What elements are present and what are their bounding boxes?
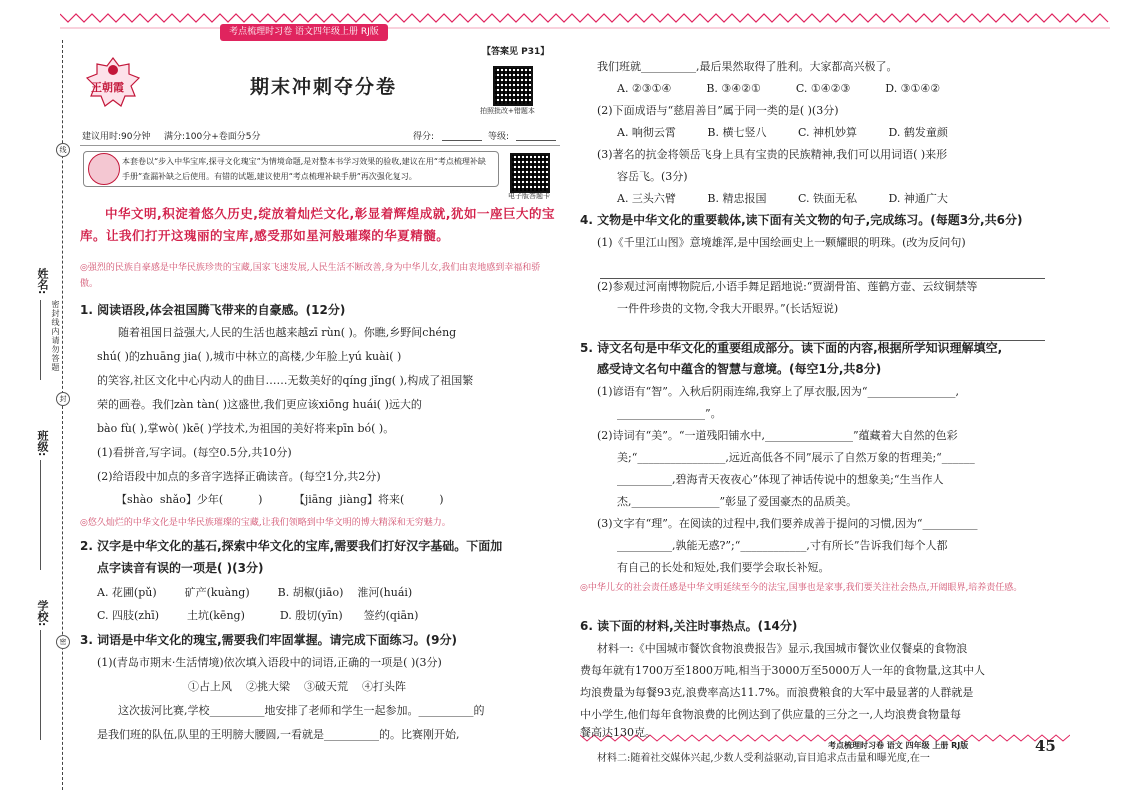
q2-options-cd[interactable]: C. 四肢(zhī) 土坑(kēng) D. 殷切(yīn) 签约(qiān) bbox=[97, 609, 419, 622]
seal-circle-3: 密 bbox=[56, 635, 70, 649]
q5-sub-1-cont: ________________”。 bbox=[617, 407, 722, 420]
q4-sub-1: (1)《千里江山图》意境雄浑,是中国绘画史上一颗耀眼的明珠。(改为反问句) bbox=[597, 236, 966, 249]
seal-note: 密封线内请勿答题 bbox=[51, 300, 60, 372]
qr-code-icon[interactable] bbox=[510, 153, 550, 193]
score-blank[interactable] bbox=[442, 140, 482, 141]
note-culture: ◎悠久灿烂的中华文化是中华民族璀璨的宝藏,让我们领略到中华文明的博大精深和无穷魅力。 bbox=[80, 518, 451, 528]
q5-sub-3-line-2: __________,孰能无惑?”;“____________,寸有所长”告诉我们每个人都 bbox=[617, 539, 948, 552]
q1-line-4: 荣的画卷。我们zàn tàn( )这盛世,我们更应该xiōng huái( )远大的 bbox=[97, 398, 422, 411]
q5-sub-2-line-3: __________,碧海青天夜夜心”体现了神话传说中的想象美;“生当作人 bbox=[617, 473, 944, 486]
answer-reference: 【答案见 P31】 bbox=[482, 47, 550, 57]
score-label: 得分: bbox=[413, 132, 435, 142]
grade-blank[interactable] bbox=[516, 140, 556, 141]
q6-material-1-line-1: 材料一:《中国城市餐饮食物浪费报告》显示,我国城市餐饮业仅餐桌的食物浪 bbox=[597, 642, 968, 655]
qr-caption-answer-card: 电子版答题卡 bbox=[508, 192, 550, 200]
q6-material-1-line-5: 餐高达130克。 bbox=[580, 726, 656, 739]
q1-line-2: shú( )的zhuāng jia( ),城市中林立的高楼,少年脸上yú kuài( ) bbox=[97, 350, 402, 363]
seal-circle-1: 线 bbox=[56, 143, 70, 157]
page-number: 45 bbox=[1035, 737, 1056, 755]
q5-sub-3-line-3: 有自己的长处和短处,我们要学会取长补短。 bbox=[617, 561, 830, 574]
suggested-time: 建议用时:90分钟 bbox=[82, 132, 151, 142]
avatar-icon bbox=[88, 153, 120, 185]
q4-sub-2: (2)参观过河南博物院后,小语手舞足蹈地说:“贾湖骨笛、莲鹤方壶、云纹铜禁等 bbox=[597, 280, 978, 293]
q3-options-3[interactable]: A. 三头六臂 B. 精忠报国 C. 铁面无私 D. 神通广大 bbox=[617, 192, 948, 205]
q5-sub-1: (1)谚语有“智”。入秋后阴雨连绵,我穿上了厚衣服,因为“________________, bbox=[597, 385, 959, 398]
qr-caption: 拍照批改+错题本 bbox=[480, 107, 535, 115]
q3-sub-1: (1)(青岛市期末·生活情境)依次填入语段中的词语,正确的一项是( )(3分) bbox=[97, 656, 442, 669]
q1-line-3: 的笑容,社区文化中心内动人的曲目……无数美好的qíng jǐng( ),构成了祖国繁 bbox=[97, 374, 474, 387]
theme-intro: 中华文明,积淀着悠久历史,绽放着灿烂文化,彰显着辉煌成就,犹如一座巨大的宝库。让我们打开这瑰丽的宝库,感受那如星河般璀璨的华夏精髓。 bbox=[80, 206, 555, 243]
full-score: 满分:100分+卷面分5分 bbox=[164, 132, 261, 142]
q1-sub-2: (2)给语段中加点的多音字选择正确读音。(每空1分,共2分) bbox=[97, 470, 381, 483]
page-title: 期末冲刺夺分卷 bbox=[250, 76, 398, 98]
q6-material-1-line-3: 均浪费量为每餐93克,浪费率高达11.7%。而浪费粮食的大军中最显著的人群就是 bbox=[580, 686, 974, 699]
question-2-heading-cont: 点字读音有误的一项是( )(3分) bbox=[97, 561, 264, 575]
q3-passage-line-3: 我们班就__________,最后果然取得了胜利。大家都高兴极了。 bbox=[597, 60, 898, 73]
q3-options-2[interactable]: A. 响彻云霄 B. 横七竖八 C. 神机妙算 D. 鹤发童颜 bbox=[617, 126, 948, 139]
q1-line-5: bào fù( ),掌wò( )kē( )学技术,为祖国的美好将来pīn bó( )。 bbox=[97, 422, 395, 435]
q5-sub-2-line-4: 杰,________________”彰显了爱国豪杰的品质美。 bbox=[617, 495, 858, 508]
decorative-border-top bbox=[60, 10, 1110, 32]
question-5-heading-cont: 感受诗文名句中蕴含的智慧与意境。(每空1分,共8分) bbox=[597, 362, 882, 376]
q1-line-1: 随着祖国日益强大,人民的生活也越来越zī rùn( )。你瞧,乡野间chéng bbox=[118, 326, 457, 339]
q3-passage-line-2: 是我们班的队伍,队里的王明膀大腰圆,一看就是__________的。比赛刚开始, bbox=[97, 728, 460, 741]
q3-options-1[interactable]: A. ②③①④ B. ③④②① C. ①④②③ D. ③①④② bbox=[617, 82, 941, 95]
question-1-heading: 1. 阅读语段,体会祖国腾飞带来的自豪感。(12分) bbox=[80, 303, 346, 317]
q5-sub-2-line-2: 美;“________________,远近高低各不同”展示了自然万象的哲理美;“______ bbox=[617, 451, 975, 464]
qr-code-icon[interactable] bbox=[493, 66, 533, 106]
q5-sub-2: (2)诗词有“美”。“一道残阳铺水中,________________”蕴藏着大自然的色彩 bbox=[597, 429, 958, 442]
brand-name: 王朝霞 bbox=[91, 81, 124, 94]
q6-material-1-line-2: 费每年就有1700万至1800万吨,相当于3000万至5000万人一年的食物量,这其中人 bbox=[580, 664, 985, 677]
q6-material-2: 材料二:随着社交媒体兴起,少数人受利益驱动,盲目追求点击量和曝光度,在一 bbox=[597, 753, 930, 764]
question-6-heading: 6. 读下面的材料,关注时事热点。(14分) bbox=[580, 619, 798, 633]
q5-sub-3: (3)文字有“理”。在阅读的过程中,我们要养成善于提问的习惯,因为“__________ bbox=[597, 517, 978, 530]
q3-sub-2: (2)下面成语与“慈眉善目”属于同一类的是( )(3分) bbox=[597, 104, 839, 117]
q2-options-ab[interactable]: A. 花圃(pǔ) 矿产(kuàng) B. 胡椒(jiāo) 淮河(huái) bbox=[97, 586, 413, 599]
name-label: 姓名: bbox=[36, 268, 49, 295]
name-blank[interactable] bbox=[40, 300, 41, 380]
note-pride: ◎强烈的民族自豪感是中华民族珍贵的宝藏,国家飞速发展,人民生活不断改善,身为中华儿女,我们由衷地感到幸福和骄傲。 bbox=[80, 263, 541, 289]
school-blank[interactable] bbox=[40, 630, 41, 740]
q6-material-1-line-4: 中小学生,他们每年食物浪费的比例达到了供应量的三分之一,人均浪费食物量每 bbox=[580, 708, 961, 721]
question-2-heading: 2. 汉字是中华文化的基石,探索中华文化的宝库,需要我们打好汉字基础。下面加 bbox=[80, 539, 503, 553]
grade-label: 等级: bbox=[488, 132, 510, 142]
q3-word-bank: ①占上风 ②挑大梁 ③破天荒 ④打头阵 bbox=[188, 680, 406, 693]
q3-sub-3: (3)著名的抗金将领岳飞身上具有宝贵的民族精神,我们可以用词语( )来形 bbox=[597, 148, 948, 161]
q1-sub-1: (1)看拼音,写字词。(每空0.5分,共10分) bbox=[97, 446, 292, 459]
question-4-heading: 4. 文物是中华文化的重要载体,读下面有关文物的句子,完成练习。(每题3分,共6分) bbox=[580, 213, 1023, 227]
q4-sub-2-cont: 一件件珍贵的文物,令我大开眼界。”(长话短说) bbox=[617, 302, 839, 315]
seal-circle-2: 封 bbox=[56, 392, 70, 406]
school-label: 学校: bbox=[36, 600, 49, 627]
q1-polyphone-options[interactable]: 【shào shǎo】少年( ) 【jiāng jiàng】将来( ) bbox=[116, 493, 444, 506]
note-responsibility: ◎中华儿女的社会责任感是中华文明延续至今的法宝,国事也是家事,我们要关注社会热点,开阔眼界,培养责任感。 bbox=[580, 583, 1023, 593]
q3-sub-3-cont: 容岳飞。(3分) bbox=[617, 170, 688, 183]
question-5-heading: 5. 诗文名句是中华文化的重要组成部分。读下面的内容,根据所学知识理解填空, bbox=[580, 341, 1003, 355]
header-divider bbox=[80, 145, 560, 146]
intro-text: 本套卷以“步入中华宝库,探寻文化瑰宝”为情境命题,是对整本书学习效果的验收,建议在用“考点梳理补缺手册”查漏补缺之后使用。有错的试题,建议使用“考点梳理补缺手册”再次强化复习。 bbox=[122, 157, 486, 181]
footer-info: 考点梳理时习卷 语文 四年级 上册 RJ版 bbox=[828, 741, 969, 750]
class-label: 班级: bbox=[36, 430, 49, 457]
class-blank[interactable] bbox=[40, 460, 41, 570]
q3-passage-line-1: 这次拔河比赛,学校__________地安排了老师和学生一起参加。__________的 bbox=[118, 704, 485, 717]
question-3-heading: 3. 词语是中华文化的瑰宝,需要我们牢固掌握。请完成下面练习。(9分) bbox=[80, 633, 457, 647]
series-banner: 考点梳理时习卷 语文四年级上册 RJ版 bbox=[220, 24, 388, 41]
